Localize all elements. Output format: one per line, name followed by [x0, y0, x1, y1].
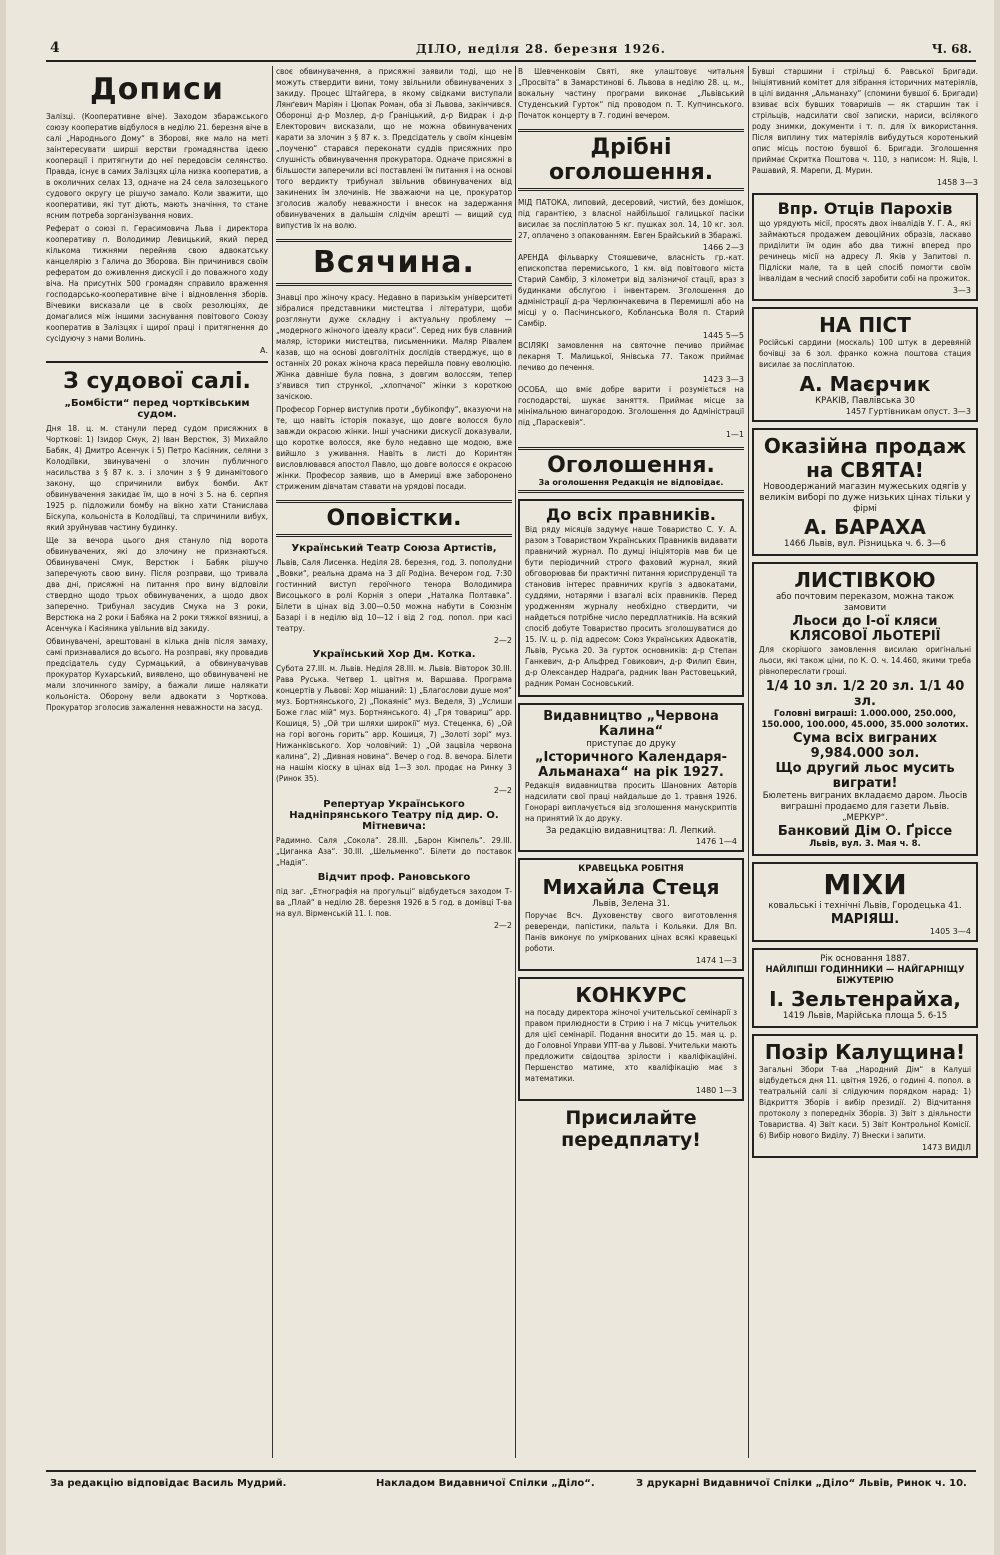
heading-box: [518, 447, 744, 493]
sale-title: Оказійна продаж на СВЯТА!: [763, 434, 967, 482]
section-heading-announcements: Оголошення.: [547, 453, 715, 478]
kalush-title: Позір Калущина!: [764, 1040, 966, 1064]
notice-title: Відчит проф. Рановського: [317, 872, 471, 883]
column-4: [752, 66, 978, 1458]
ad-number: 1423 3—3: [702, 375, 744, 384]
priests-body: що урядують місії, просять двох інвалідів У. Г. А., які займаються продажем девоційних образів, ласкаво приділити їм один або два тижні вперед про речинець місії на адресу Л. Яків у Запитові п. Підліски мале, та в цей спосіб помогти своїм інвалідам в чесний спосіб заробити собі на прожиток.: [759, 218, 971, 283]
lottery-footer: Бюлетень виграних вкладаємо даром. Льосів виграшні продаємо для газети Львів. „МЕРКУР“.: [762, 791, 968, 823]
ad-number: 1466 2—3: [702, 243, 744, 252]
notice-title: Український Хор Дм. Котка.: [312, 649, 476, 660]
page-number: 4: [50, 40, 60, 56]
priests-notice: [752, 193, 978, 301]
tailor-address: Львів, Зелена 31.: [592, 899, 670, 909]
fast-city: КРАКІВ, Павлівська 30: [815, 396, 915, 406]
ad-number: 1445 5—5: [702, 331, 744, 340]
newspaper-page: [6, 0, 994, 1555]
contest-title: КОНКУРС: [575, 983, 687, 1007]
page-footer: [46, 1470, 976, 1496]
bags-ad: [752, 862, 978, 942]
column-rule: [272, 66, 273, 1458]
lottery-prices: 1/4 10 зл. 1/2 20 зл. 1/1 40 зл.: [765, 679, 965, 709]
classified-ad: ОСОБА, що вміє добре варити і розуміється на господарстві, шукає заняття. Приймає місце за мінімальною винагородою. Зголошення до Адміністрації під „Параскевія“.: [518, 384, 744, 427]
lottery-sum: Сума всіх виграних 9,984.000 зол.: [793, 731, 937, 761]
publisher-ad: [518, 703, 744, 852]
classified-ad: АРЕНДА фільварку Стояшевиче, власність гр.-кат. епископства перемиського, 1 км. від повітового міста Старий Самбір, 3 кілометри від залізничої стації, враз з будинками обслугою і інвентарем. Зголошення до адміністрації д-ра Черлюнчакевича в Перемишлі або на місці у о. Пасічинського, Кобланська Воля п. Старий Самбір.: [518, 252, 744, 328]
publisher-title: Видавництво „Червона Калина“: [543, 709, 719, 739]
column-1: [46, 66, 268, 1458]
contest-body: на посаду директора жіночої учительської семінарії з правом прилюдности в Стрию і на 7 місць учительок для цієї семінарії. Подання вносити до 15. мая ц. р. до Головної Управи УПТ-ва у Львові. Учительки мають предложити свідоцтва зрілости і кваліфікаційні. Першенство матиме, хто кваліфікацію має з математики.: [525, 1007, 737, 1083]
column-2: [276, 66, 512, 1458]
ad-number: 1480 1—3: [695, 1086, 737, 1095]
notice-title: Український Театр Союза Артистів,: [291, 543, 497, 554]
notice-body: Львів, Саля Лисенка. Неділя 28. березня, год. 3. пополудни „Вовки“, реальна драма на 3 дії Родіна. Вечером год. 7:30 гостинний виступ героїчного тенора Володимира Висоцького в ролі Корнія з опери „Наталка Полтавка“. Білети в цінах від 3.00—0.50 можна набути в Союзнім Базарі і в неділю від 10—12 і від 2 год. попол. при касі театру.: [276, 557, 512, 633]
ad-number: 1405 3—4: [929, 927, 971, 936]
notice-number: 2—2: [493, 786, 512, 795]
watch-address: 1419 Львів, Марійська площа 5. 6-15: [782, 1011, 948, 1021]
watch-name: І. Зельтенрайха,: [769, 987, 961, 1011]
ad-number: 3—3: [952, 286, 971, 295]
publisher-subtitle: приступає до друку: [586, 739, 676, 749]
lottery-ad: [752, 562, 978, 856]
footer-printer: З друкарні Видавничої Спілки „Діло“ Львів, Ринок ч. 10.: [636, 1478, 967, 1489]
notice-body: Субота 27.III. м. Львів. Неділя 28.III. м. Львів. Вівторок 30.III. Рава Руська. Четвер 1. цвітня м. Варшава. Програма концертів у Львові: Хор мішаний: 1) „Благослови душе моя“ муз. Бортнянського, 2) „Покаяніє“ муз. Веделя, 3) „Услиши Боже глас мій“ муз. Бортнянського. 4) „Гря товариш“ арр. Кошиця, 5) „Ой три шляхи широкії“ муз. Стеценка, 6) „Ой на горі вогонь горить“ арр. Кошиця, 7) „Золоті зорі“ муз. Нижанківського. Хор чоловічий: 1) „Ой зацвіла червона калина“, 2) „Дивная новина“. Вечер о год. 8. вечора. Білети на нашім кіоску в цінах від 1—3 зол. продає на Ринку 3 (Ринок 35).: [276, 663, 512, 783]
notice-number: 2—2: [493, 636, 512, 645]
publisher-body: Редакція видавництва просить Шановних Авторів надсилати свої праці найдальше до 1. травня 1926. Гонорарі виплачується від зголошення манускриптів на принятий їх до друку.: [525, 780, 737, 823]
article-paragraph: Реферат о союзі п. Герасимовича Льва і директора кооперативу п. Володимир Левицький, який перед кількома тижнями перейняв свою адвокатську канцелярію з Галича до Зборова. Він причинився своїм рефератом до оживлення дискусії і до поважного ходу віча. На присутніх 500 громадян справило враження господарсько-кооперативне віче і відновлення зборів. Вічевики висказали це в своїх резолюціях, де домагалися між іншими заснування повітового Союзу кооператив в Залізцях і щирої праці і притягнення до сусідуючу з нами Волинь.: [46, 223, 268, 343]
notice-body: Радимно. Саля „Сокола“. 28.III. „Барон Кімпель“. 29.III. „Циганка Аза“. 30.III. „Шельменко“. Білети до поставок „Надія“.: [276, 835, 512, 867]
article-paragraph: своє обвинувачення, а присяжні заявили тоді, що не можуть ствердити вини, тому звільнили обвинувачених з закиду. Процес Штайгера, в якому свідками виступали Лянґевич Маріян і Цюпак Роман, оба зі Львова, закінчився. Оборонці д-р Мозлер, д-р Ґраніцький, д-р Видрак і д-р Електорович висказали, що не можна обвинувачених карати за злочин з § 87 к. з. Предсідатель у своїм кінцевім „поученю“ старався переконати суддів присяжних про слушність обвинувачення прокуратора. Одначе присяжні в більшости заперечили всі поставлені їм питання і на основі того вердикту трибунал звільнив обвинувачених від закинених їм злочинів. Не зважаючи на це, прокуратор зголосив жалобу неважности і внесок на задержання обвинувачених в дальшім слідчім арешті — вищий суд випустив їх на волю.: [276, 66, 512, 230]
ad-number: 1473 ВИДІЛ: [922, 1143, 971, 1152]
tailor-ad: [518, 858, 744, 971]
lottery-slogan: Що другий льос мусить виграти!: [775, 761, 955, 791]
kalush-body: Загальні Збори Т-ва „Народний Дім“ в Калуші відбудеться дня 11. цвітня 1926, о годині 4. попол. в театральній салі зі слідуючим порядком нарад: 1) Відкриття Зборів і вибір президії. 2) Відчитання протоколу з попередніх Зборів. 3) Звіт з діяльности Товариства. 4) Звіт каси. 5) Звіт Контрольної Комісії. 6) Вибір нового Виділу. 7) Внески і запити.: [759, 1064, 971, 1140]
section-heading-small-ads: Дрібні оголошення.: [548, 135, 714, 185]
footer-editor: За редакцію відповідає Василь Мудрий.: [50, 1478, 287, 1489]
page-header: [46, 40, 976, 62]
article-paragraph: Ще за вечора цього дня стануло під ворота обвинувачених, які до злочину не признаються. Обвинувачені Смук, Верстюк і Бабяк рішучо заперечують свою вину. Після розправи, що тривала два дні, присяжні на питання про вину відповіли ствердно щодо трьох обвинувачених, а щодо двох заперечно. Трибунал засудив Смука на 3 роки, Верстюка на 2 роки і Бабяка на 2 роки тяжкої вязниці, а Асенчука і Касіяника увільнив від закиду.: [46, 535, 268, 633]
lottery-main: Льоси до І-ої кляси КЛЯСОВОЇ ЛЬОТЕРІЇ: [789, 614, 941, 644]
lawyers-notice: [518, 499, 744, 697]
publisher-book: „Історичного Календаря-Альманаха“ на рік 1927.: [534, 750, 728, 780]
lottery-body: Для скорішого замовлення висилаю оригінальні льоси, які також ціни, по К. О. ч. 14.460, якими треба рівнопереслати гроші.: [759, 644, 971, 676]
watch-year: Рік основання 1887.: [820, 954, 910, 964]
publisher-signature: За редакцію видавництва: Л. Лепкий.: [545, 826, 717, 836]
ad-number: 1476 1—4: [695, 837, 737, 846]
announcements-disclaimer: За оголошення Редакція не відповідає.: [538, 478, 724, 487]
watch-title: НАЙЛІПШІ ГОДИННИКИ — НАЙГАРНІЩУ БІЖУТЕРІЮ: [765, 965, 965, 986]
sale-ad: [752, 428, 978, 556]
bags-body: ковальські і технічні Львів, Городецька 41.: [768, 901, 962, 911]
lottery-title: ЛИСТІВКОЮ: [794, 568, 936, 592]
contest-notice: [518, 977, 744, 1101]
sale-name: А. БАРАХА: [804, 515, 926, 539]
divider: [46, 361, 268, 363]
section-heading-notices: Оповістки.: [326, 506, 462, 531]
article-paragraph: Дня 18. ц. м. станули перед судом присяжних в Чорткові: 1) Ізидор Смук, 2) Іван Верстюк, 3) Михайло Бабяк, 4) Дмитро Асенчук і 5) Петро Касіяник, селяни з Колодіївки, звинувачені о злочин публичного насильства з § 87 к. з. і злочин з § 9 динамітового закону, що спричинили вибух бомби. Акт обвинувачення закидає їм, що в ночі з 5. на 6. серпня 1925 р. підложили бомбу на вікно хати Станислава Біскупа, кольоніста в Колодіївці, та спричинили вибух, який зруйнував частину будинку.: [46, 423, 268, 532]
article-paragraph: Знавці про жіночу красу. Недавно в паризькім університеті зібралися представники мистецтва і літератури, щоби розглянути дуже складну і актуальну проблему — „модерного жіночого ідеалу краси“. Серед них був славний маляр, історики мистецтва, письменники. Маляр Рівалем казав, що на основі довголітніх дослідів стверджує, що в останніх 20 роках жіноча краса перейшла повну еволюцію. Жінка давніше була повна, з довгим волоссям, тепер з'явився тип стрункої, „хлопчачої“ жінки з короткою зачіскою.: [276, 292, 512, 401]
tailor-name: Михайла Стеця: [542, 875, 720, 899]
section-heading-dopysy: Дописи: [90, 72, 224, 107]
bank-address: Львів, вул. 3. Мая ч. 8.: [809, 839, 921, 849]
fast-ad: [752, 307, 978, 422]
article-paragraph: Професор Горнер виступив проти „бубікопфу“, вказуючи на те, що навіть історія показує, що довге волосся було завжди окрасою жінки. Інші учасники дискусії доказували, що коротке волосся, яке було недавно ще модою, вже вийшло з уживання. Навіть в листі до Коринтян висловлювався апостол Павло, що довге волосся є окрасою жінки. Професор заявив, що в Америці вже заборонено стриженим дівчатам ставати на урядові посади.: [276, 404, 512, 491]
tailor-title: КРАВЕЦЬКА РОБІТНЯ: [578, 864, 684, 874]
subscribe-slogan: Присилайте передплату!: [561, 1107, 701, 1151]
fast-name: А. Маєрчик: [799, 372, 931, 396]
notice-body: під заг. „Етнографія на прогульці“ відбудеться заходом Т-ва „Плай“ в неділю 28. березня 1926 в 5 год. в домівці Т-ва на вул. Вірменській 11. І. пов.: [276, 886, 512, 918]
column-rule: [515, 66, 516, 1458]
section-heading-court: З судової салі.: [63, 369, 251, 394]
fast-title: НА ПІСТ: [819, 313, 911, 337]
ad-number: 1457 Гуртівникам опуст. 3—3: [845, 407, 971, 416]
column-3: [518, 66, 744, 1458]
article-subheading: „Бомбісти“ перед чортківським судом.: [64, 398, 250, 420]
bags-title: МІХИ: [823, 868, 907, 901]
heading-box: [276, 500, 512, 537]
priests-heading: Впр. Отців Парохів: [777, 199, 953, 218]
section-heading-misc: Всячина.: [313, 245, 475, 280]
classified-ad: ВСІЛЯКІ замовлення на святочне печиво приймає пекарня Т. Малицької, Янівська 77. Також приймає печиво до печення.: [518, 340, 744, 372]
sale-address: 1466 Львів, вул. Різницька ч. 6. 3—6: [784, 539, 946, 549]
lottery-subtitle: або почтовим переказом, можна також замовити: [775, 592, 955, 613]
issue-number: Ч. 68.: [931, 42, 972, 56]
article-paragraph: Обвинувачені, арештовані в кілька днів після замаху, самі признавалися до всього. На розправі, яку провадив предсідатель суду Сурмацький, а обвинувачував прокуратор Кухарський, виявлено, що обвинувачені не мали злочинного заміру, а бажали лише налякати кольоніста. Оборону вели адвокати з Чорткова. Прокуратор зголосив зажалення неважности на засуд.: [46, 636, 268, 712]
bags-name: МАРІЯШ.: [830, 912, 900, 927]
heading-box: [518, 129, 744, 191]
notice-number: 2—2: [493, 921, 512, 930]
article-signature: А.: [259, 346, 268, 355]
lawyers-body: Від ряду місяців задумує наше Товариство С. У. А. разом з Товариством Українських Правників видавати правничий журнал. По думці ініціяторів мав би це бути періодичний строго фаховий журнал, який обговорював би практичні питання юриспруденції та становив інтерес правничих кругів з адвокатами, суддями, нотарями і взагалі всіх правників. Перед уродженням журналу необхідно ствердити, чи найдеться потрібне число передплатників. На всякий спосіб добуте Товариство просить зголошуватися до 15. IV. ц. р. під адресом: Союз Українських Адвокатів, Львів, Руська 20. За гурток основників: д-р Степан Ганкевич, д-р Альфред Говикович, д-р Филип Євин, д-р Олександер Надраґа, радник Іван Растовецький, радник Роман Сосновський.: [525, 524, 738, 688]
kalush-notice: [752, 1034, 978, 1158]
lawyers-heading: До всіх правників.: [545, 505, 717, 524]
article-paragraph: В Шевченковім Святі, яке улаштовує читальня „Просвіта“ в Замарстинові 6. Львова в неділю 28. ц. м., вокальну частину програми виконає „Львівський Студенський Гурток“ під проводом п. Т. Купчинського. Початок концерту в 7. годині вечером.: [518, 66, 744, 120]
notice-title: Репертуар Українського Надніпрянського Театру під дир. О. Мітневича:: [289, 799, 499, 832]
heading-box: [276, 239, 512, 286]
masthead: ДІЛО, неділя 28. березня 1926.: [416, 42, 666, 56]
ad-number: 1458 3—3: [936, 178, 978, 187]
bank-name: Банковий Дім О. Ґріссе: [777, 824, 953, 839]
sale-body: Новоодержаний магазин мужеських одягів у великім виборі по дуже низьких цінах тільки у фірмі: [759, 482, 971, 514]
footer-publisher: Накладом Видавничої Спілки „Діло“.: [376, 1478, 595, 1489]
watch-ad: [752, 948, 978, 1028]
column-rule: [748, 66, 749, 1458]
ad-number: 1474 1—3: [695, 956, 737, 965]
article-paragraph: Бувші старшини і стрільці 6. Равської Бригади. Ініціятивний комітет для зібрання історичних матеріялів, в цілі видання „Альманаху“ (спомини бувшої 6. Бригади) взиває всіх бувших товаришів — як старшин так і стрільців, надсилати свої записки, нариси, всілякого роду знимки, документи і т. п. для їх використання. Після виплину тих матеріялів вибудуться коротенький опис місць постою бувшої 6. Бригади. Зголошення приймає Скритка Поштова ч. 110, з написом: Н. Яців, І. Рашавий, Я. Марепи, Д. Мурин.: [752, 66, 978, 175]
classified-ad: МІД ПАТОКА, липовий, десеровий, чистий, без домішок, під гарантією, з власної найбільшої галицької пасіки висилає за посліплатою 5 кг. пушках зол. 14, 10 кг. зол. 27, оплачено з опакованням. Евген Брайський в Збаражі.: [518, 197, 744, 240]
lottery-wins: Головні виграші: 1.000.000, 250.000, 150.000, 100.000, 45.000, 35.000 золотих.: [761, 709, 969, 730]
article-paragraph: Залізці. (Кооперативне віче). Заходом збаражського союзу кооператив відбулося в неділю 21. березня віче в салі „Народнього Дому“ в Зборові, яке мало на меті заінтересувати ширші верстви громадянства ідеєю кооперації і притягнути до неї передовсім селянство. Правда, існує в самих Залізцях ціла низка кооператив, а в околичних селах 13, одначе на 24 села залозецького судового округу це рішучо замало. Коли зважити, що кооперативи, які тут діють, мають значіння, то стане ясним потреба зорганізування нових.: [46, 111, 268, 220]
ad-number: 1—1: [725, 430, 744, 439]
fast-body: Російські сардини (москаль) 100 штук в деревяній бочівці за 6 зол. франко кожна поштова стация висилає за посліплатою.: [759, 337, 971, 369]
tailor-body: Поручає Всч. Духовенству свого виготовлення реверенди, папістики, пальта і Кольяки. Для Вп. Панів виконує по уміркованих цінах всякі кравецькі роботи.: [525, 910, 737, 953]
